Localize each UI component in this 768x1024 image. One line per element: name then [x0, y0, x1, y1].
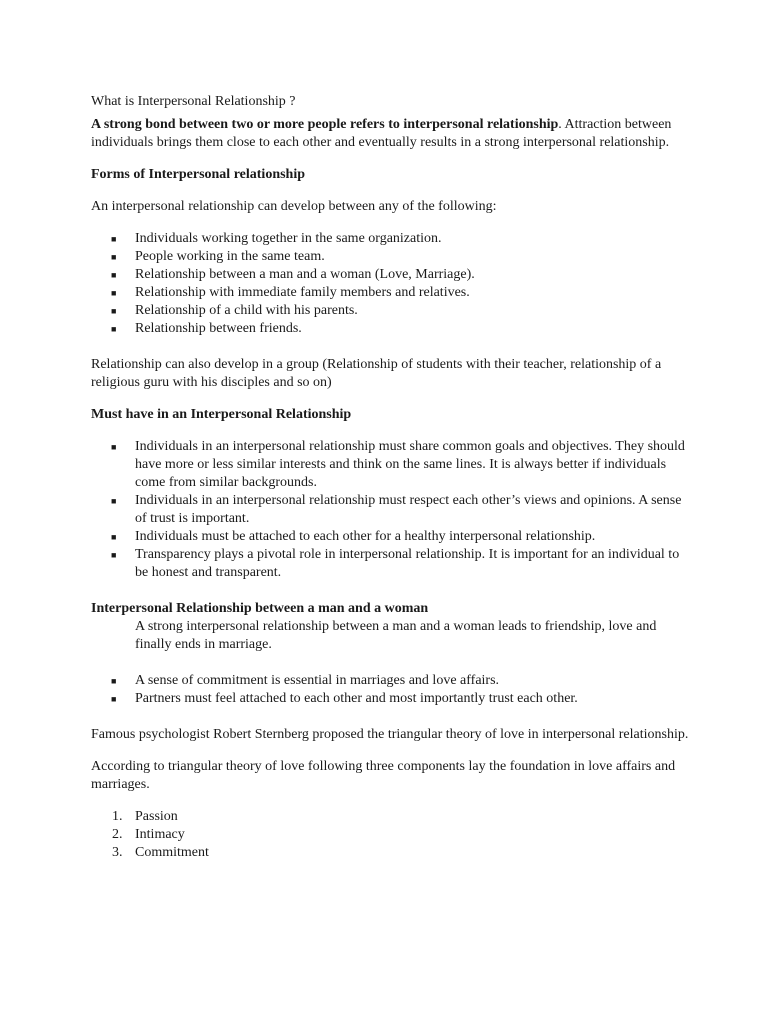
list-item-text: Individuals must be attached to each other for a healthy interpersonal relationship.	[135, 529, 596, 544]
bullet-icon: ■	[111, 270, 117, 280]
forms-intro: An interpersonal relationship can develop between any of the following:	[91, 199, 497, 214]
list-item-text: Individuals in an interpersonal relationship must respect each other’s views and opinions. A sense of trust is important.	[135, 493, 682, 526]
list-item	[91, 826, 691, 844]
list-number: 3.	[112, 845, 123, 860]
list-item	[91, 438, 691, 492]
list-item	[91, 808, 691, 826]
list-item-text: A sense of commitment is essential in marriages and love affairs.	[135, 673, 500, 688]
intro-paragraph	[91, 116, 691, 152]
list-item-text: People working in the same team.	[135, 249, 325, 264]
list-item	[91, 284, 691, 302]
bullet-icon: ■	[111, 288, 117, 298]
list-item	[91, 266, 691, 284]
must-have-heading: Must have in an Interpersonal Relationship	[91, 407, 352, 422]
list-item	[91, 248, 691, 266]
list-item	[91, 230, 691, 248]
list-item-text: Individuals working together in the same organization.	[135, 231, 442, 246]
list-number: 1.	[112, 809, 123, 824]
list-item-text: Individuals in an interpersonal relationship must share common goals and objectives. They should have more or less similar interests and think on the same lines. It is always better if individuals come from similar backgrounds.	[135, 439, 685, 490]
sternberg-paragraph: Famous psychologist Robert Sternberg proposed the triangular theory of love in interpersonal relationship.	[91, 727, 689, 742]
bullet-icon: ■	[111, 252, 117, 262]
list-item-text: Relationship between a man and a woman (Love, Marriage).	[135, 267, 475, 282]
triangular-theory-paragraph: According to triangular theory of love following three components lay the foundation in love affairs and marriages.	[91, 759, 676, 792]
list-item	[91, 844, 691, 862]
list-item-text: Passion	[135, 809, 178, 824]
document-title: What is Interpersonal Relationship ?	[91, 94, 296, 109]
group-paragraph: Relationship can also develop in a group (Relationship of students with their teacher, relationship of a religious guru with his disciples and so on)	[91, 357, 662, 390]
bullet-icon: ■	[111, 234, 117, 244]
bullet-icon: ■	[111, 676, 117, 686]
must-have-list	[91, 438, 691, 582]
forms-heading: Forms of Interpersonal relationship	[91, 167, 306, 182]
bullet-icon: ■	[111, 532, 117, 542]
list-item-text: Intimacy	[135, 827, 185, 842]
man-woman-list	[91, 672, 691, 708]
list-item-text: Transparency plays a pivotal role in interpersonal relationship. It is important for an individual to be honest and transparent.	[135, 547, 680, 580]
list-number: 2.	[112, 827, 123, 842]
list-item	[91, 320, 691, 338]
man-woman-paragraph: A strong interpersonal relationship between a man and a woman leads to friendship, love and finally ends in marriage.	[135, 619, 657, 652]
list-item-text: Partners must feel attached to each other and most importantly trust each other.	[135, 691, 578, 706]
list-item-text: Commitment	[135, 845, 209, 860]
list-item-text: Relationship of a child with his parents.	[135, 303, 358, 318]
list-item	[91, 672, 691, 690]
list-item	[91, 528, 691, 546]
forms-list	[91, 230, 691, 338]
intro-text: . Attraction between individuals brings them close to each other and eventually results in a strong interpersonal relationship.	[91, 117, 672, 150]
bullet-icon: ■	[111, 324, 117, 334]
intro-bold-text: A strong bond between two or more people refers to interpersonal relationship	[91, 117, 559, 132]
man-woman-heading: Interpersonal Relationship between a man and a woman	[91, 601, 429, 616]
bullet-icon: ■	[111, 442, 117, 452]
bullet-icon: ■	[111, 550, 117, 560]
components-list	[91, 808, 691, 862]
bullet-icon: ■	[111, 694, 117, 704]
list-item	[91, 546, 691, 582]
list-item-text: Relationship between friends.	[135, 321, 302, 336]
document-page	[91, 93, 691, 880]
list-item	[91, 690, 691, 708]
bullet-icon: ■	[111, 496, 117, 506]
list-item	[91, 302, 691, 320]
list-item	[91, 492, 691, 528]
bullet-icon: ■	[111, 306, 117, 316]
list-item-text: Relationship with immediate family members and relatives.	[135, 285, 470, 300]
